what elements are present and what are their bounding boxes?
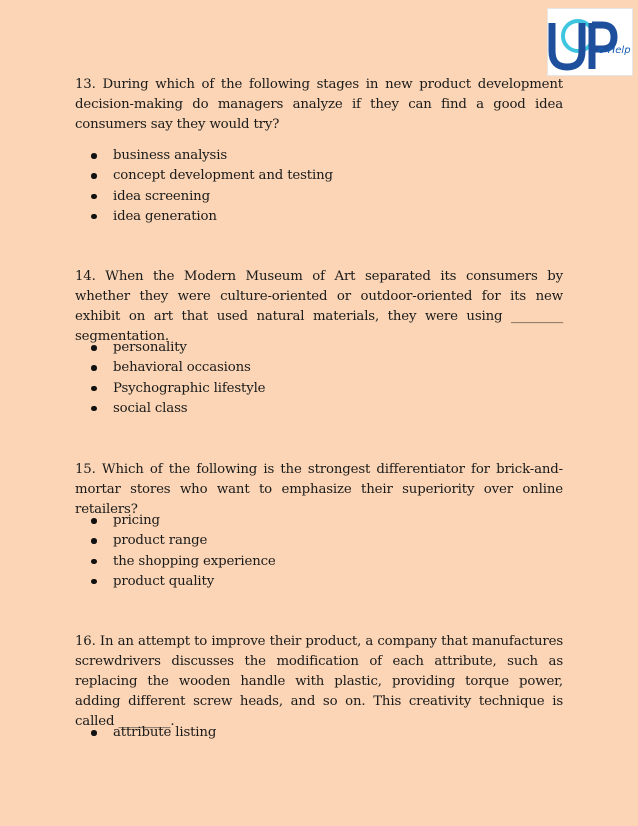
option-label: Psychographic lifestyle: [113, 380, 266, 396]
options-16: [75, 723, 216, 743]
option-item: [75, 552, 276, 572]
bullet-icon: [91, 153, 97, 159]
option-item: [75, 338, 265, 358]
question-16: 16. In an attempt to improve their product, a company that manufactures screwdrivers discusses the modification of each attribute, such as replacing the wooden handle with plastic, providing torque power, adding different screw heads, and so on. This creativity technique is called ________.: [75, 634, 563, 729]
bullet-icon: [91, 386, 97, 392]
option-item: [75, 166, 333, 186]
bullet-icon: [91, 518, 97, 524]
logo-tagline: e-Help: [598, 45, 631, 56]
option-label: product quality: [113, 573, 215, 589]
option-label: concept development and testing: [113, 168, 333, 184]
option-item: [75, 358, 265, 378]
bullet-icon: [91, 173, 97, 179]
bullet-icon: [91, 730, 97, 736]
option-label: the shopping experience: [113, 553, 276, 569]
option-label: idea screening: [113, 188, 210, 204]
question-15: 15. Which of the following is the strongest differentiator for brick-and-mortar stores who want to emphasize their superiority over online retailers?: [75, 462, 563, 517]
bullet-icon: [91, 345, 97, 351]
option-label: business analysis: [113, 148, 227, 163]
options-14: [75, 338, 265, 419]
question-14: 14. When the Modern Museum of Art separated its consumers by whether they were culture-oriented or outdoor-oriented for its new exhibit on art that used natural materials, they were using ________ segmentation.: [75, 269, 563, 344]
option-item: [75, 511, 276, 531]
option-item: [75, 146, 333, 166]
option-label: attribute listing: [113, 725, 217, 740]
question-13: 13. During which of the following stages in new product development decision-making do managers analyze if they can find a good idea consumers say they would try?: [75, 77, 563, 132]
bullet-icon: [91, 365, 97, 371]
bullet-icon: [91, 194, 97, 200]
bullet-icon: [91, 579, 97, 585]
logo-graphic: [548, 9, 632, 75]
brand-logo: [547, 8, 633, 76]
option-item: [75, 379, 265, 399]
option-item: [75, 207, 333, 227]
option-item: [75, 572, 276, 592]
option-item: [75, 723, 216, 743]
option-label: pricing: [113, 513, 160, 528]
option-label: social class: [113, 400, 188, 416]
option-item: [75, 187, 333, 207]
bullet-icon: [91, 406, 97, 412]
option-label: product range: [113, 533, 208, 549]
option-item: [75, 531, 276, 551]
bullet-icon: [91, 538, 97, 544]
bullet-icon: [91, 214, 97, 220]
options-15: [75, 511, 276, 592]
option-label: personality: [113, 340, 187, 355]
options-13: [75, 146, 333, 227]
bullet-icon: [91, 559, 97, 565]
option-label: behavioral occasions: [113, 360, 251, 376]
option-label: idea generation: [113, 208, 217, 224]
option-item: [75, 399, 265, 419]
